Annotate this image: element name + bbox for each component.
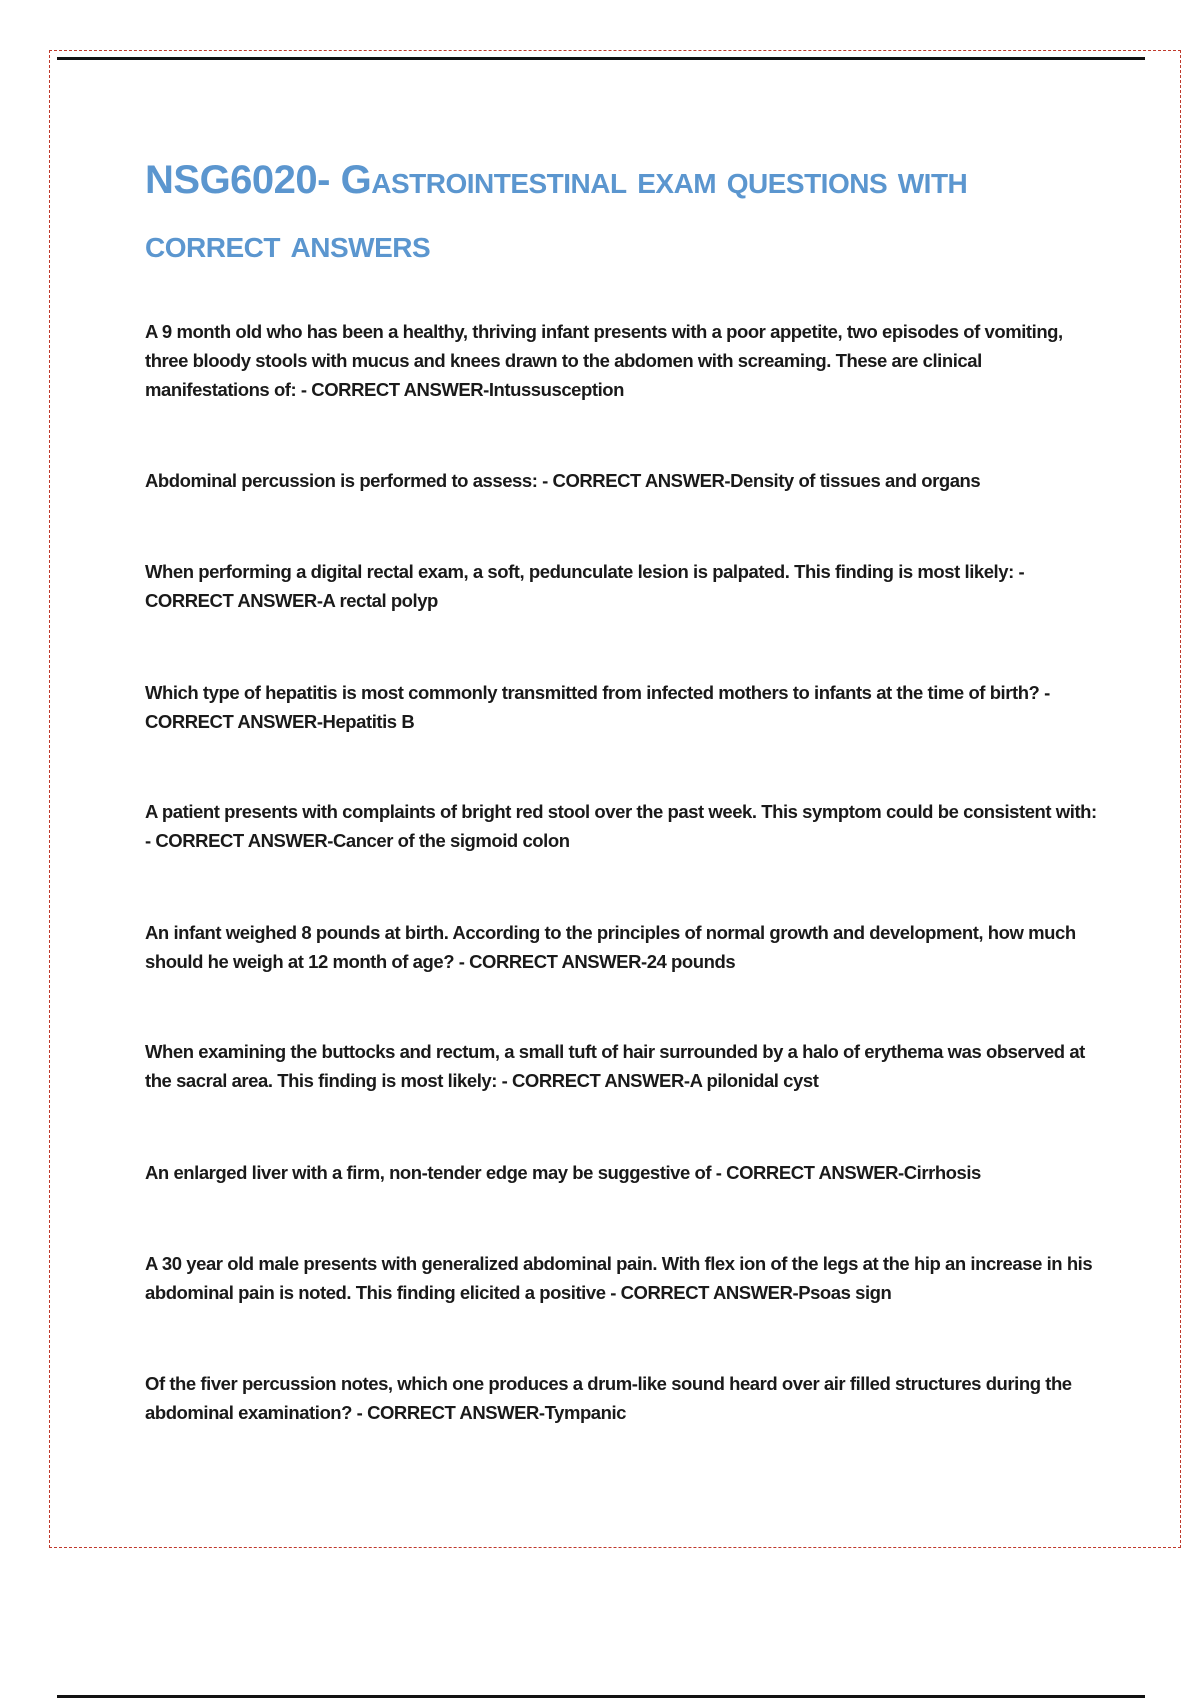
document-title: [145, 148, 1105, 276]
question-item: When examining the buttocks and rectum, a small tuft of hair surrounded by a halo of erythema was observed at the sacral area. This finding is most likely: - CORRECT ANSWER-A pilonidal cyst: [145, 1041, 1085, 1091]
title-rest: astrointestinal exam questions with correct answers: [145, 158, 968, 266]
question-item: An enlarged liver with a firm, non-tender edge may be suggestive of - CORRECT ANSWER-Cirrhosis: [145, 1162, 981, 1183]
question-item: A patient presents with complaints of bright red stool over the past week. This symptom could be consistent with: - CORRECT ANSWER-Cancer of the sigmoid colon: [145, 801, 1097, 851]
question-item: An infant weighed 8 pounds at birth. According to the principles of normal growth and development, how much should he weigh at 12 month of age? - CORRECT ANSWER-24 pounds: [145, 922, 1076, 972]
question-item: Which type of hepatitis is most commonly transmitted from infected mothers to infants at the time of birth? - CORRECT ANSWER-Hepatitis B: [145, 682, 1050, 732]
question-item: Abdominal percussion is performed to assess: - CORRECT ANSWER-Density of tissues and organs: [145, 470, 981, 491]
header-rule: [57, 57, 1145, 60]
question-item: A 9 month old who has been a healthy, thriving infant presents with a poor appetite, two episodes of vomiting, three bloody stools with mucus and knees drawn to the abdomen with screaming. These are clinical manifestations of: - CORRECT ANSWER-Intussusception: [145, 321, 1063, 400]
question-item: A 30 year old male presents with generalized abdominal pain. With flex ion of the legs at the hip an increase in his abdominal pain is noted. This finding elicited a positive - CORRECT ANSWER-Psoas sign: [145, 1253, 1093, 1303]
question-item: Of the fiver percussion notes, which one produces a drum-like sound heard over air filled structures during the abdominal examination? - CORRECT ANSWER-Tympanic: [145, 1373, 1072, 1423]
footer-rule: [57, 1695, 1145, 1698]
question-item: When performing a digital rectal exam, a soft, pedunculate lesion is palpated. This finding is most likely: - CORRECT ANSWER-A rectal polyp: [145, 561, 1025, 611]
title-lead: NSG6020- G: [145, 158, 372, 202]
